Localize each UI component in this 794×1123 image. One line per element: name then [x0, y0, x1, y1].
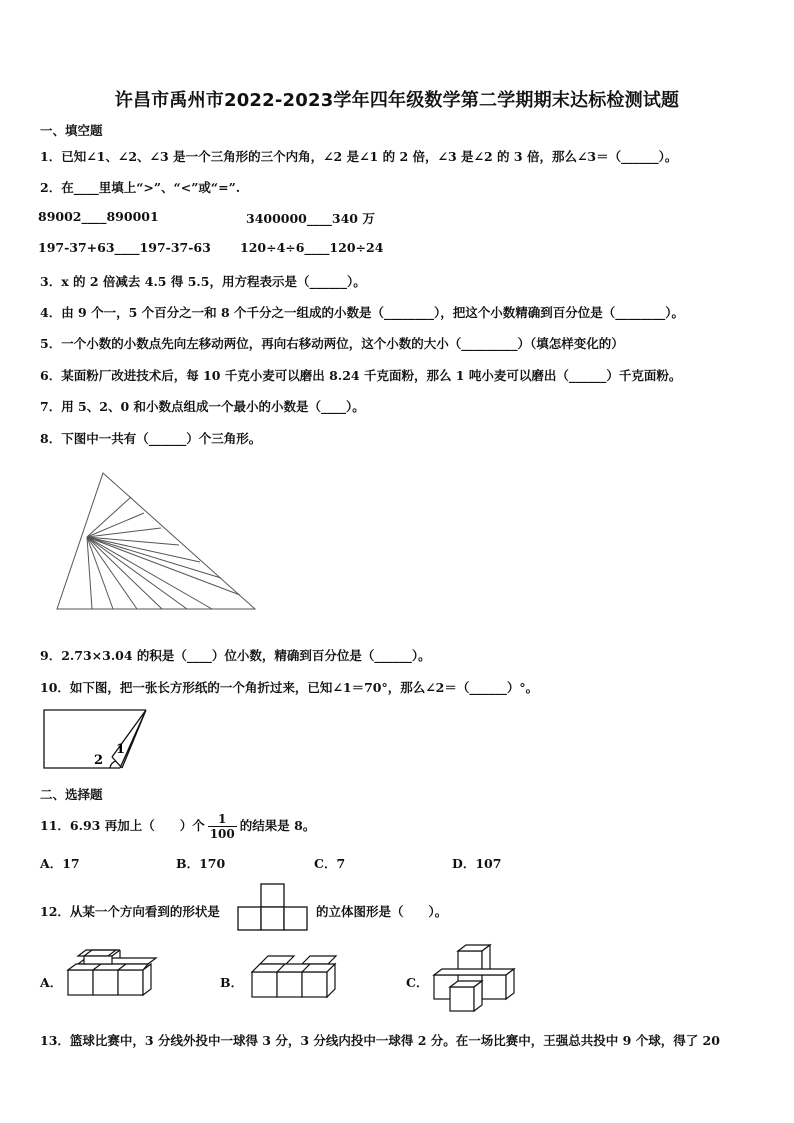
q11-option-c[interactable]: C．7: [314, 856, 346, 871]
question-11: [40, 812, 315, 841]
question-2-b: 3400000____340 万: [246, 211, 375, 226]
angle-2-label: 2: [94, 753, 104, 768]
question-10: 10．如下图，把一张长方形纸的一个角折过来，已知∠1＝70°，那么∠2＝（______）°。: [40, 680, 539, 695]
question-8: 8．下图中一共有（______）个三角形。: [40, 431, 262, 446]
question-3: 3．x 的 2 倍减去 4.5 得 5.5，用方程表示是（______）。: [40, 274, 366, 289]
question-12-pre: 12．从某一个方向看到的形状是: [40, 904, 220, 919]
question-13: 13．篮球比赛中，3 分线外投中一球得 3 分，3 分线内投中一球得 2 分。在一场比赛中，王强总共投中 9 个球，得了 20: [40, 1033, 720, 1048]
q11-option-a[interactable]: A．17: [40, 856, 80, 871]
cube-figure-a: [64, 948, 164, 1008]
angle-1-label: 1: [116, 742, 126, 757]
q12-option-b[interactable]: B．: [220, 975, 244, 990]
fraction-one-hundredth: [208, 812, 237, 841]
section-fill-blank: 一、填空题: [40, 123, 103, 138]
question-2-d: 120÷4÷6____120÷24: [240, 240, 384, 255]
q11-option-b[interactable]: B．170: [176, 856, 226, 871]
question-11-pre: 11．6.93 再加上（ ）个: [40, 818, 205, 833]
question-7: 7．用 5、2、0 和小数点组成一个最小的小数是（____）。: [40, 399, 365, 414]
q12-option-a[interactable]: A．: [40, 975, 63, 990]
question-6: 6．某面粉厂改进技术后，每 10 千克小麦可以磨出 8.24 千克面粉，那么 1 吨小麦可以磨出（______）千克面粉。: [40, 368, 682, 383]
folded-paper-figure: [40, 705, 160, 775]
view-shape-figure: [237, 883, 312, 931]
question-11-post: 的结果是 8。: [239, 818, 316, 833]
page-title: 许昌市禹州市2022-2023学年四年级数学第二学期期末达标检测试题: [114, 90, 680, 111]
fraction-numerator: 1: [208, 812, 237, 827]
triangle-fan-figure: [40, 465, 300, 625]
question-9: 9．2.73×3.04 的积是（____）位小数，精确到百分位是（______）。: [40, 648, 431, 663]
question-2-c: 197-37+63____197-37-63: [38, 240, 211, 255]
question-1: 1．已知∠1、∠2、∠3 是一个三角形的三个内角，∠2 是∠1 的 2 倍，∠3 是∠2 的 3 倍，那么∠3＝（______）。: [40, 149, 678, 164]
q12-option-c[interactable]: C．: [406, 975, 429, 990]
question-2-stem: 2．在____里填上“>”、“<”或“=”.: [40, 180, 241, 195]
cube-figure-b: [248, 950, 348, 1010]
fraction-denominator: 100: [209, 827, 235, 841]
question-5: 5．一个小数的小数点先向左移动两位，再向右移动两位，这个小数的大小（_________）（填怎样变化的）: [40, 336, 624, 351]
question-4: 4．由 9 个一，5 个百分之一和 8 个千分之一组成的小数是（________），把这个小数精确到百分位是（________）。: [40, 305, 685, 320]
question-2-a: 89002____890001: [38, 209, 159, 224]
question-12-post: 的立体图形是（ ）。: [316, 904, 448, 919]
q11-option-d[interactable]: D．107: [452, 856, 502, 871]
section-choice: 二、选择题: [40, 787, 103, 802]
cube-figure-c: [430, 943, 530, 1018]
